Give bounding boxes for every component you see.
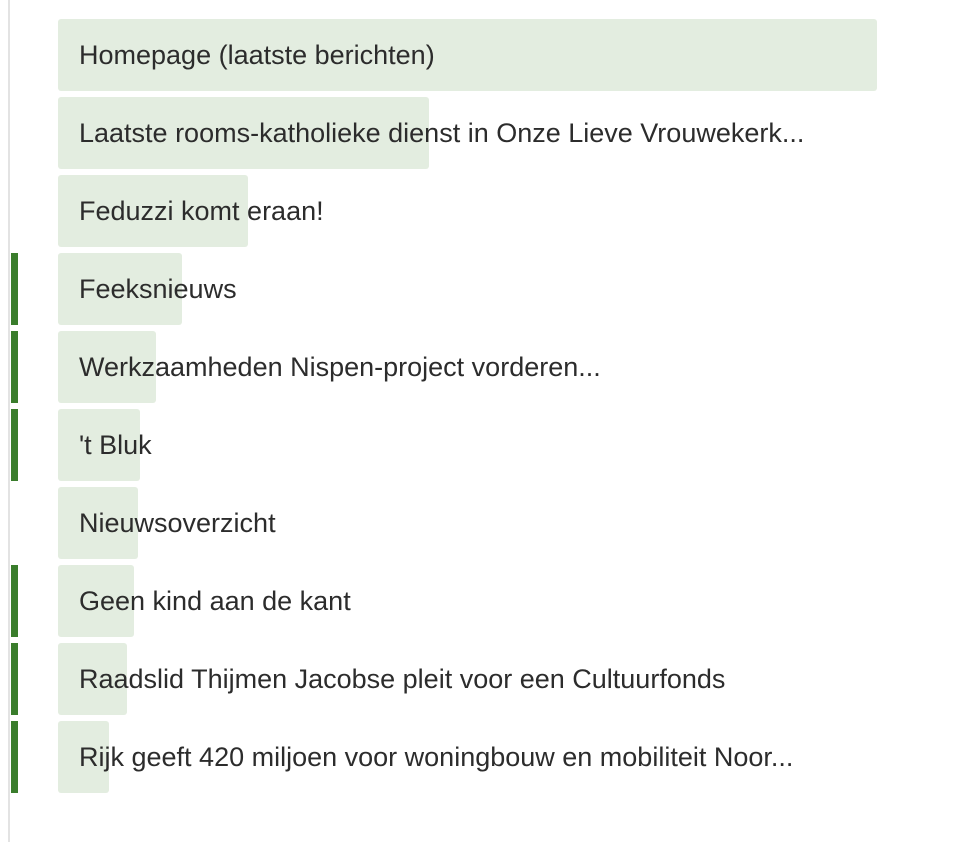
page-title-label[interactable]: Werkzaamheden Nispen-project vorderen... [79,352,601,382]
page-row[interactable] [0,409,960,481]
page-row[interactable] [0,565,960,637]
page-title-label[interactable]: Feduzzi komt eraan! [79,196,324,226]
page-title-label[interactable]: Raadslid Thijmen Jacobse pleit voor een Cultuurfonds [79,664,726,694]
row-accent-bar [11,331,18,403]
page-row[interactable] [0,175,960,247]
row-accent-bar [11,643,18,715]
page-row[interactable] [0,643,960,715]
row-accent-bar [11,253,18,325]
page-row[interactable] [0,97,960,169]
page-row[interactable] [0,487,960,559]
page-title-label[interactable]: Geen kind aan de kant [79,586,351,616]
row-accent-bar [11,721,18,793]
page-title-label[interactable]: Laatste rooms-katholieke dienst in Onze Lieve Vrouwekerk... [79,118,805,148]
top-pages-list [0,19,960,799]
page-title-label[interactable]: Rijk geeft 420 miljoen voor woningbouw en mobiliteit Noor... [79,742,794,772]
page-title-label[interactable]: Feeksnieuws [79,274,237,304]
row-accent-bar [11,565,18,637]
page-title-label[interactable]: 't Bluk [79,430,152,460]
page-title-label[interactable]: Homepage (laatste berichten) [79,40,435,70]
page-row[interactable] [0,331,960,403]
page-row[interactable] [0,721,960,793]
row-accent-bar [11,409,18,481]
page-row[interactable] [0,19,960,91]
page-row[interactable] [0,253,960,325]
page-title-label[interactable]: Nieuwsoverzicht [79,508,276,538]
